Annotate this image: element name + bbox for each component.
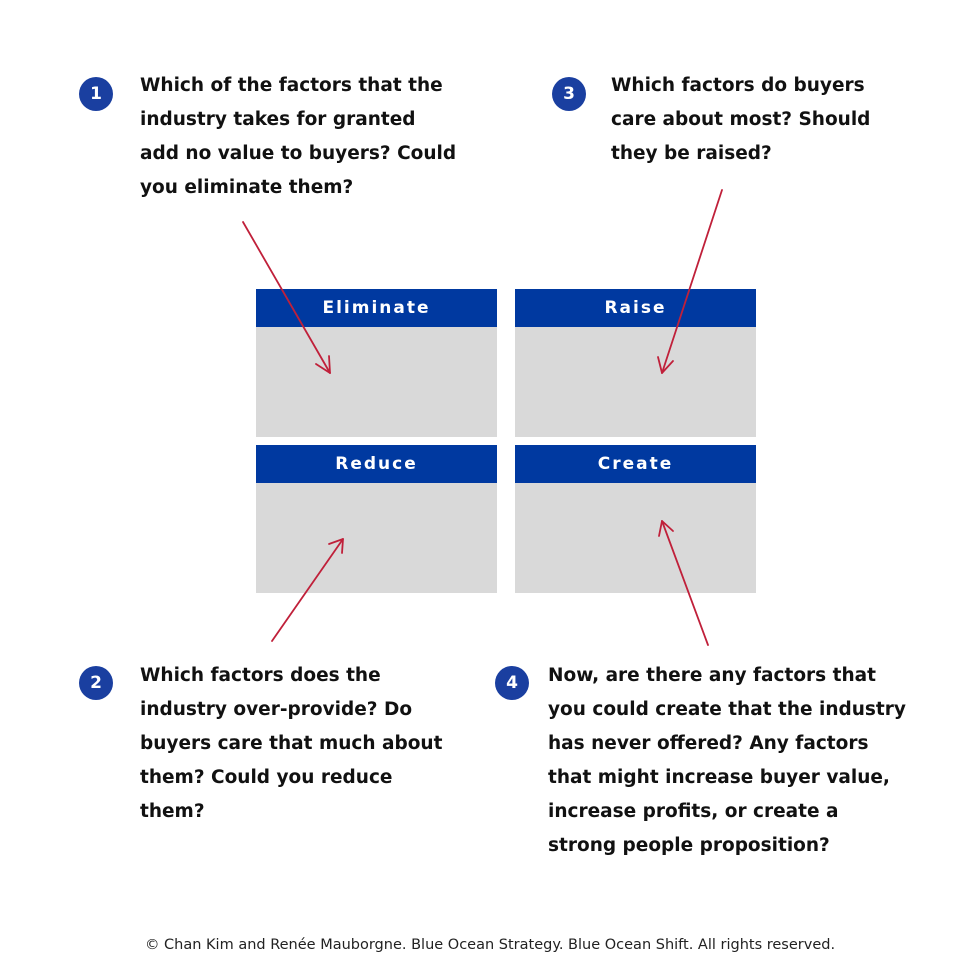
reduce-header: Reduce xyxy=(256,445,497,483)
eliminate-header: Eliminate xyxy=(256,289,497,327)
number-badge-1: 1 xyxy=(79,77,113,111)
question-reduce: Which factors does the industry over-provide? Do buyers care that much about them? Could you reduce them? xyxy=(140,665,443,822)
number-badge-2: 2 xyxy=(79,666,113,700)
raise-body xyxy=(515,327,756,437)
copyright-text: © Chan Kim and Renée Mauborgne. Blue Ocean Strategy. Blue Ocean Shift. All rights reserved. xyxy=(144,937,836,953)
eliminate-body xyxy=(256,327,497,437)
create-header: Create xyxy=(515,445,756,483)
reduce-body xyxy=(256,483,497,593)
number-badge-3: 3 xyxy=(552,77,586,111)
question-raise: Which factors do buyers care about most? Should they be raised? xyxy=(611,75,871,164)
number-badge-4: 4 xyxy=(495,666,529,700)
question-eliminate: Which of the factors that the industry takes for granted add no value to buyers? Could you eliminate them? xyxy=(140,75,457,198)
eliminate-box xyxy=(256,289,497,437)
raise-header: Raise xyxy=(515,289,756,327)
raise-box xyxy=(515,289,756,437)
create-body xyxy=(515,483,756,593)
create-box xyxy=(515,445,756,593)
reduce-box xyxy=(256,445,497,593)
question-create: Now, are there any factors that you could create that the industry has never offered? Any factors that might increase buyer value, increase profits, or create a strong people proposition? xyxy=(548,665,906,856)
